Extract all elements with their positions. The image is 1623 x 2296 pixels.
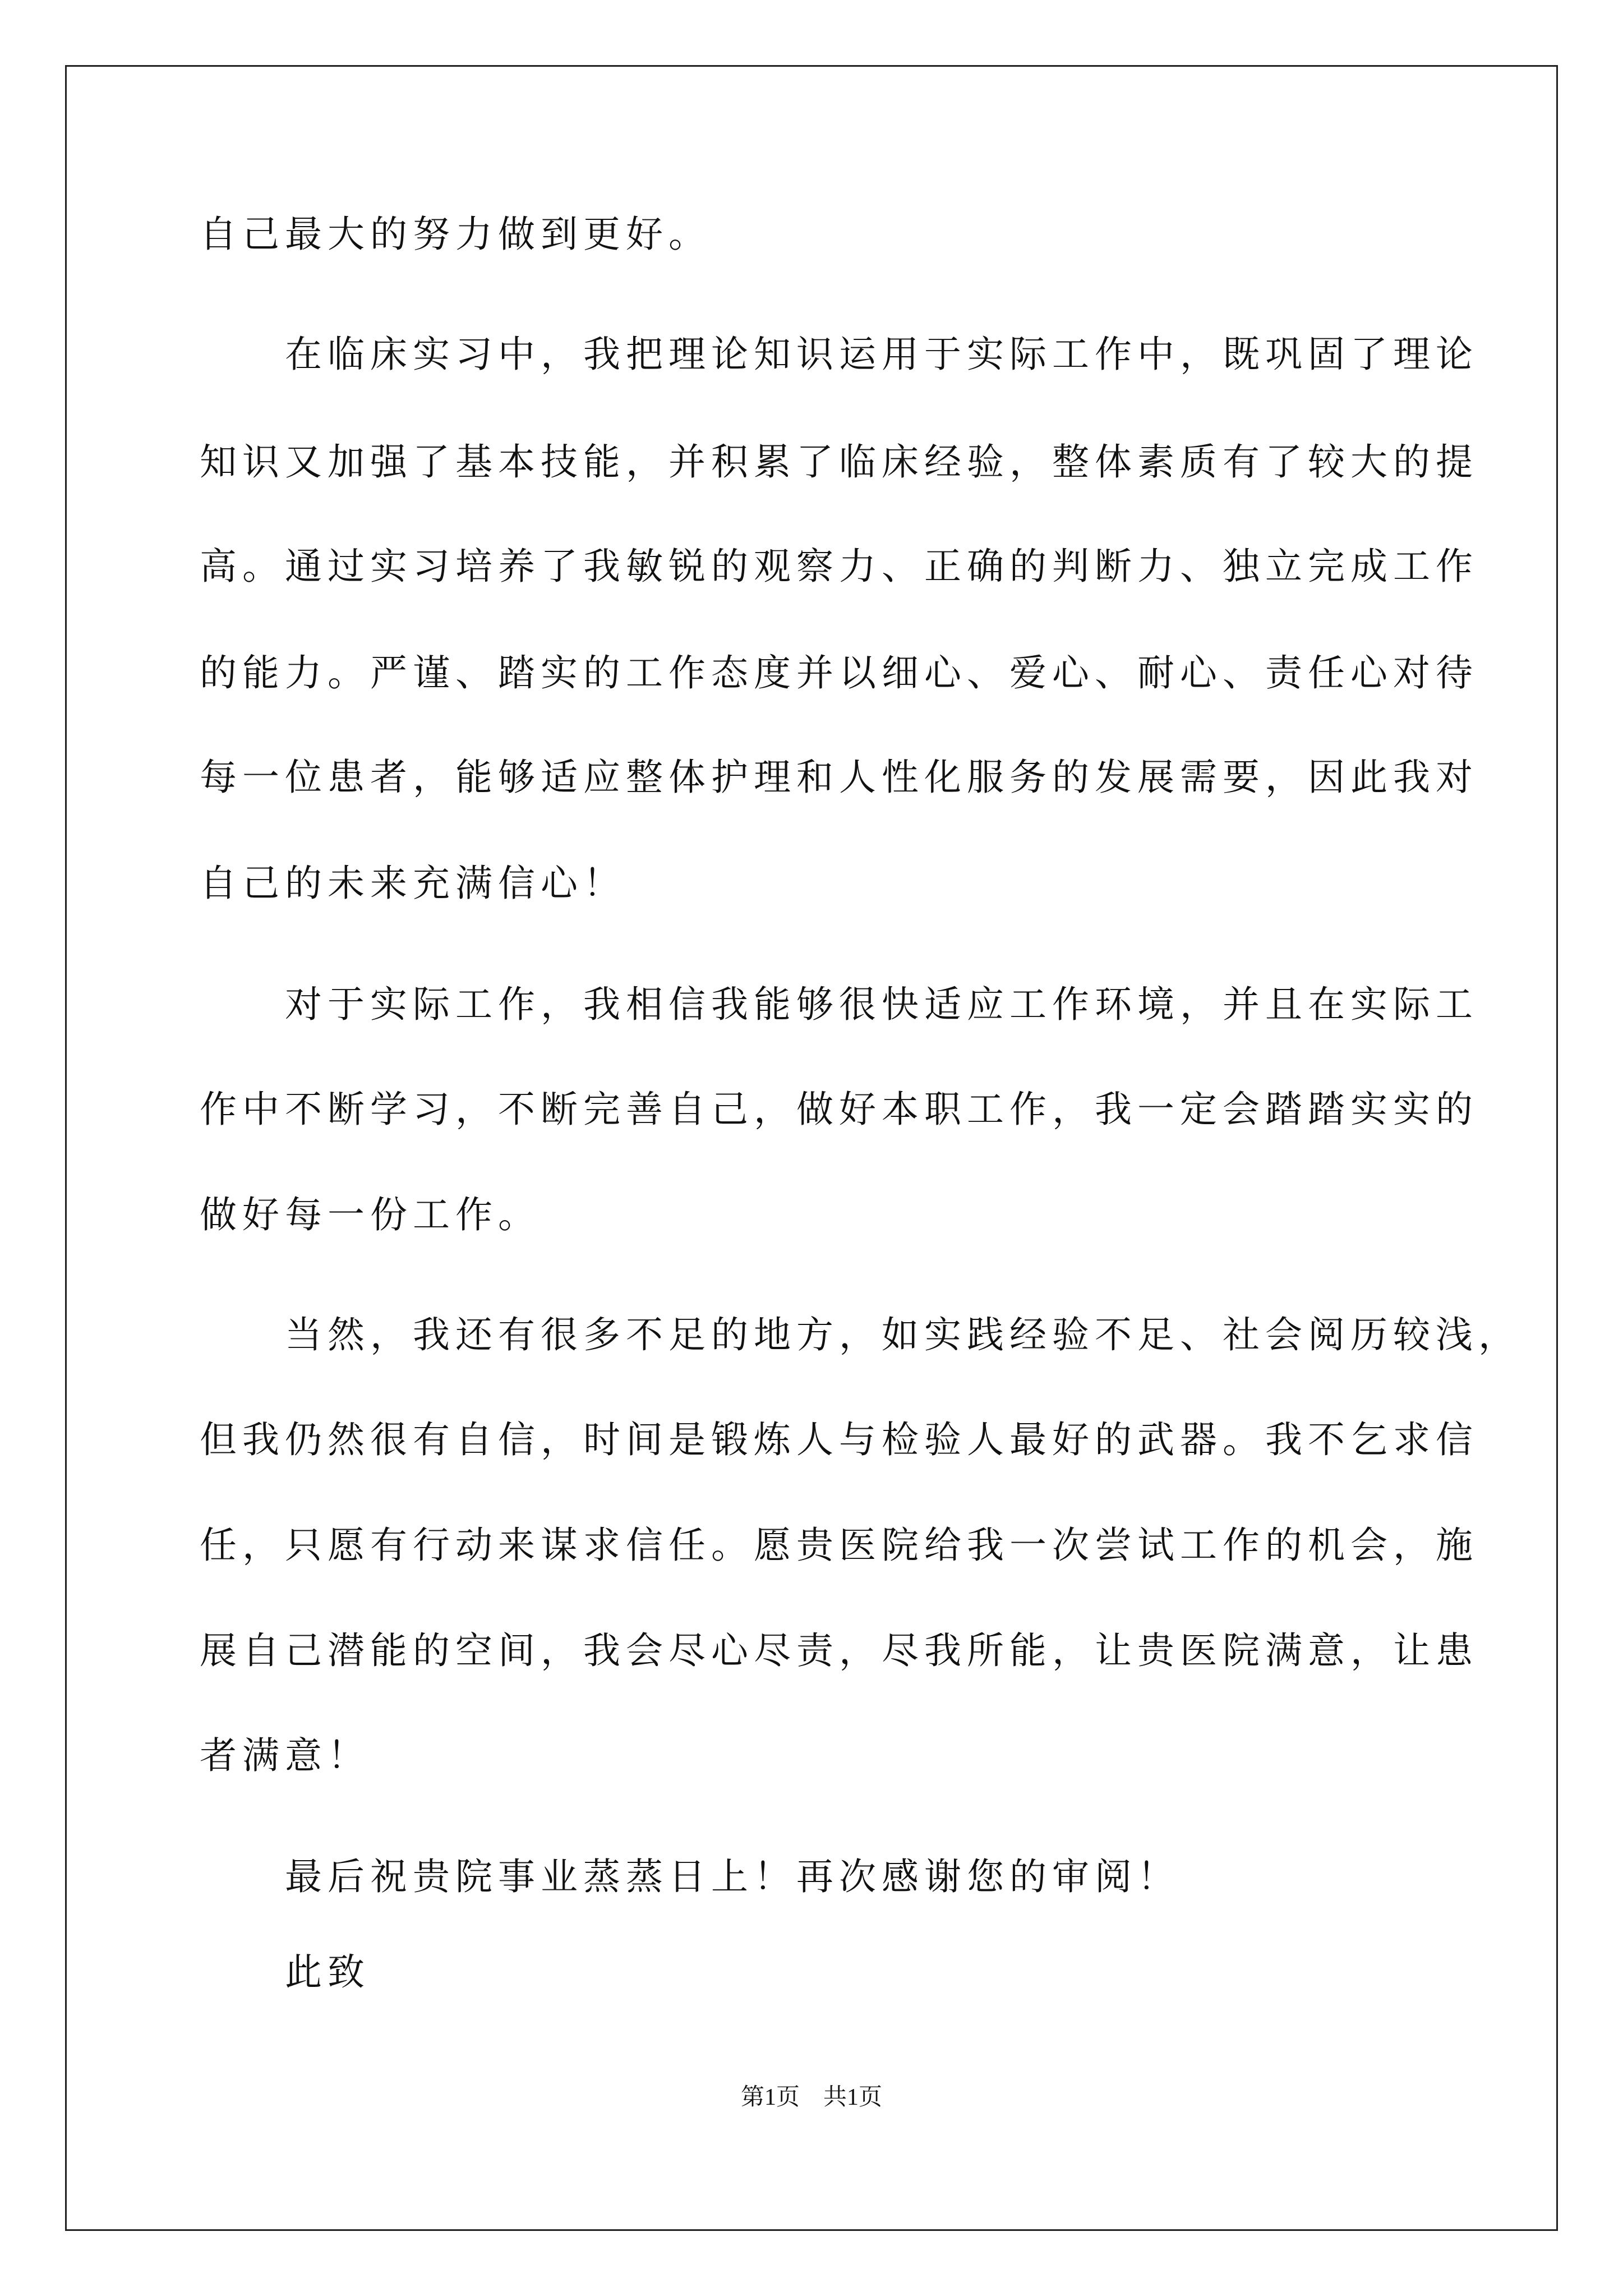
body-line: 的能力。严谨、踏实的工作态度并以细心、爱心、耐心、责任心对待 bbox=[200, 651, 1478, 694]
page-border bbox=[65, 65, 1558, 2231]
body-line: 知识又加强了基本技能，并积累了临床经验，整体素质有了较大的提 bbox=[200, 440, 1478, 484]
body-line: 最后祝贵院事业蒸蒸日上！再次感谢您的审阅！ bbox=[200, 1855, 1180, 1898]
body-line: 此致 bbox=[200, 1950, 370, 1994]
body-line: 展自己潜能的空间，我会尽心尽责，尽我所能，让贵医院满意，让患 bbox=[200, 1629, 1478, 1672]
body-line: 作中不断学习，不断完善自己，做好本职工作，我一定会踏踏实实的 bbox=[200, 1088, 1478, 1131]
body-line: 自己的未来充满信心！ bbox=[200, 862, 626, 905]
body-line: 在临床实习中，我把理论知识运用于实际工作中，既巩固了理论 bbox=[200, 333, 1478, 376]
body-line: 任，只愿有行动来谋求信任。愿贵医院给我一次尝试工作的机会，施 bbox=[200, 1524, 1478, 1567]
body-line: 每一位患者，能够适应整体护理和人性化服务的发展需要，因此我对 bbox=[200, 756, 1478, 799]
body-line: 做好每一份工作。 bbox=[200, 1193, 541, 1236]
body-line: 者满意！ bbox=[200, 1734, 370, 1777]
body-line: 当然，我还有很多不足的地方，如实践经验不足、社会阅历较浅， bbox=[200, 1313, 1521, 1356]
page-number-footer: 第1页 共1页 bbox=[740, 2085, 882, 2110]
body-line: 对于实际工作，我相信我能够很快适应工作环境，并且在实际工 bbox=[200, 983, 1478, 1026]
body-line: 但我仍然很有自信，时间是锻炼人与检验人最好的武器。我不乞求信 bbox=[200, 1418, 1478, 1461]
body-line: 高。通过实习培养了我敏锐的观察力、正确的判断力、独立完成工作 bbox=[200, 545, 1478, 588]
body-line: 自己最大的努力做到更好。 bbox=[200, 213, 711, 256]
